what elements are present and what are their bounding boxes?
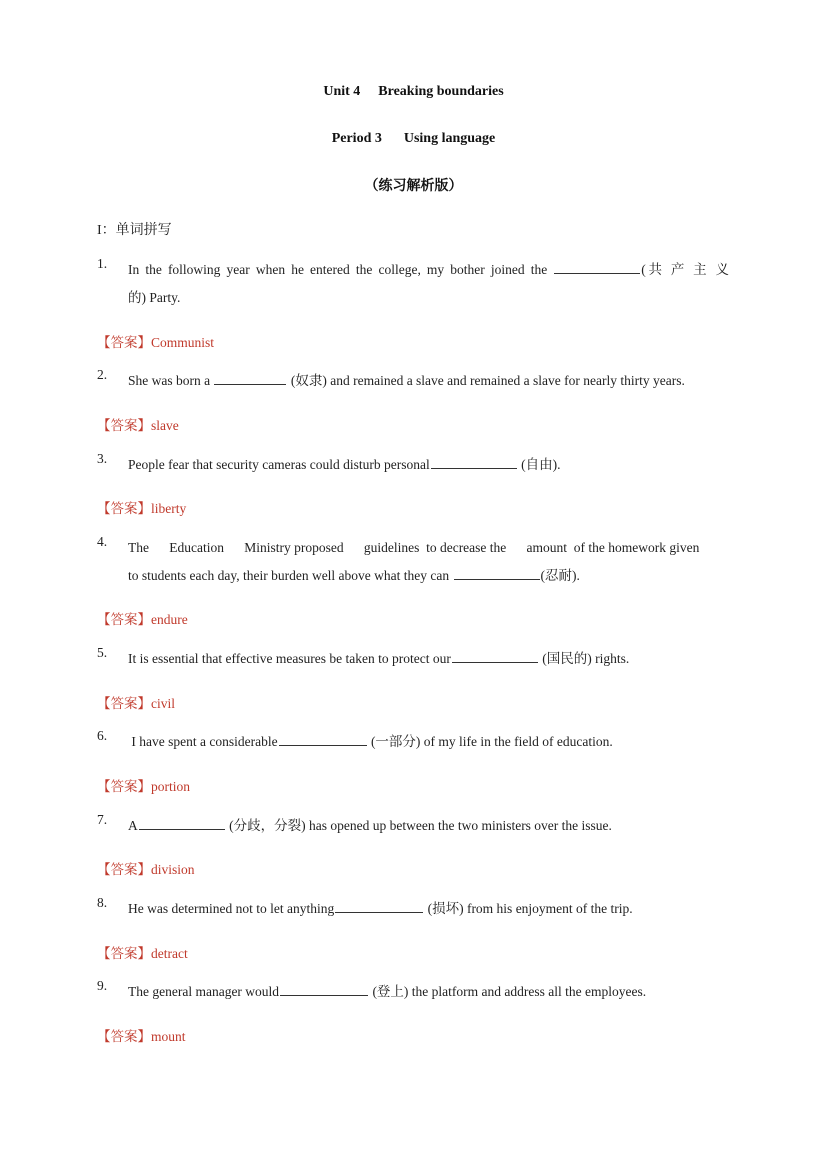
question-text: It is essential that effective measures be taken to protect our: [128, 651, 451, 666]
question-text-line: [128, 367, 729, 395]
question-text-line: [128, 895, 729, 923]
answer-blank[interactable]: [452, 648, 538, 663]
answer-label: 【答案】: [97, 696, 151, 711]
answer-label: 【答案】: [97, 779, 151, 794]
answer-blank[interactable]: [335, 898, 423, 913]
document-subtitle: （练习解析版）: [364, 179, 463, 194]
question-text: (分歧，分裂) has opened up between the two ministers over the issue.: [225, 818, 612, 833]
question-text: I have spent a considerable: [128, 734, 278, 749]
answer-blank[interactable]: [214, 370, 286, 385]
answer-3: [97, 497, 186, 517]
period-title: [0, 131, 827, 147]
question-5: [97, 645, 729, 673]
question-text-line: [128, 562, 729, 590]
unit-label: Unit 4: [323, 84, 361, 99]
period-name: Using language: [403, 131, 496, 146]
answer-value: mount: [151, 1029, 186, 1044]
answer-1: [97, 331, 214, 351]
question-text: to students each day, their burden well above what they can: [128, 568, 453, 583]
question-text: (奴隶) and remained a slave and remained a slave for nearly thirty years.: [287, 373, 685, 388]
question-text: (损坏) from his enjoyment of the trip.: [424, 901, 633, 916]
question-number: 3.: [97, 451, 108, 466]
question-text-line: [128, 812, 729, 840]
answer-label: 【答案】: [97, 418, 151, 433]
question-number: 5.: [97, 645, 108, 660]
question-text: (国民的) rights.: [538, 651, 630, 666]
question-number: 4.: [97, 534, 108, 549]
answer-label: 【答案】: [97, 612, 151, 627]
question-number: 6.: [97, 728, 108, 743]
question-text-line: [128, 256, 729, 284]
answer-blank[interactable]: [279, 731, 367, 746]
question-text: (登上) the platform and address all the employees.: [369, 984, 647, 999]
question-text: People fear that security cameras could disturb personal: [128, 457, 430, 472]
answer-label: 【答案】: [97, 501, 151, 516]
answer-value: division: [151, 862, 195, 877]
period-label: Period 3: [331, 131, 382, 146]
question-2: [97, 367, 729, 395]
question-text-line: 的) Party.: [128, 290, 181, 305]
answer-value: liberty: [151, 501, 187, 516]
question-hint: (共 产 主 义: [641, 262, 729, 277]
answer-blank[interactable]: [280, 981, 368, 996]
question-text: He was determined not to let anything: [128, 901, 335, 916]
answer-blank[interactable]: [139, 815, 225, 830]
question-9: [97, 978, 729, 1006]
question-1: [97, 256, 729, 312]
unit-title: [0, 84, 827, 100]
answer-value: portion: [151, 779, 190, 794]
answer-2: [97, 414, 179, 434]
answer-blank[interactable]: [554, 259, 640, 274]
answer-value: detract: [151, 946, 188, 961]
question-7: [97, 812, 729, 840]
question-number: 1.: [97, 256, 108, 271]
question-number: 9.: [97, 978, 108, 993]
answer-label: 【答案】: [97, 335, 151, 350]
question-number: 2.: [97, 367, 108, 382]
answer-value: Communist: [151, 335, 215, 350]
answer-value: slave: [151, 418, 179, 433]
question-number: 8.: [97, 895, 108, 910]
question-number: 7.: [97, 812, 108, 827]
answer-8: [97, 942, 188, 962]
question-text: She was born a: [128, 373, 214, 388]
answer-4: [97, 608, 188, 628]
unit-name: Breaking boundaries: [378, 84, 504, 99]
question-text-line: [128, 645, 729, 673]
answer-blank[interactable]: [454, 565, 540, 580]
answer-7: [97, 858, 195, 878]
answer-value: endure: [151, 612, 188, 627]
question-3: [97, 451, 729, 479]
question-text: The general manager would: [128, 984, 280, 999]
question-hint: (忍耐).: [540, 568, 580, 583]
question-text-line: The Education Ministry proposed guidelines to decrease the amount of the homework given: [128, 540, 700, 555]
question-text-line: [128, 728, 729, 756]
question-6: [97, 728, 729, 756]
answer-label: 【答案】: [97, 1029, 151, 1044]
question-text: (一部分) of my life in the field of education.: [367, 734, 613, 749]
answer-label: 【答案】: [97, 862, 151, 877]
question-4: [97, 534, 729, 590]
question-text: A: [128, 818, 138, 833]
question-text: In the following year when he entered the college, my bother joined the: [128, 262, 554, 277]
answer-value: civil: [151, 696, 175, 711]
answer-5: [97, 692, 175, 712]
question-8: [97, 895, 729, 923]
answer-9: [97, 1025, 186, 1045]
question-text-line: [128, 451, 729, 479]
question-text-line: [128, 978, 729, 1006]
question-text: (自由).: [517, 457, 561, 472]
section-heading: I：单词拼写: [97, 223, 172, 238]
answer-6: [97, 775, 190, 795]
answer-blank[interactable]: [431, 454, 517, 469]
answer-label: 【答案】: [97, 946, 151, 961]
